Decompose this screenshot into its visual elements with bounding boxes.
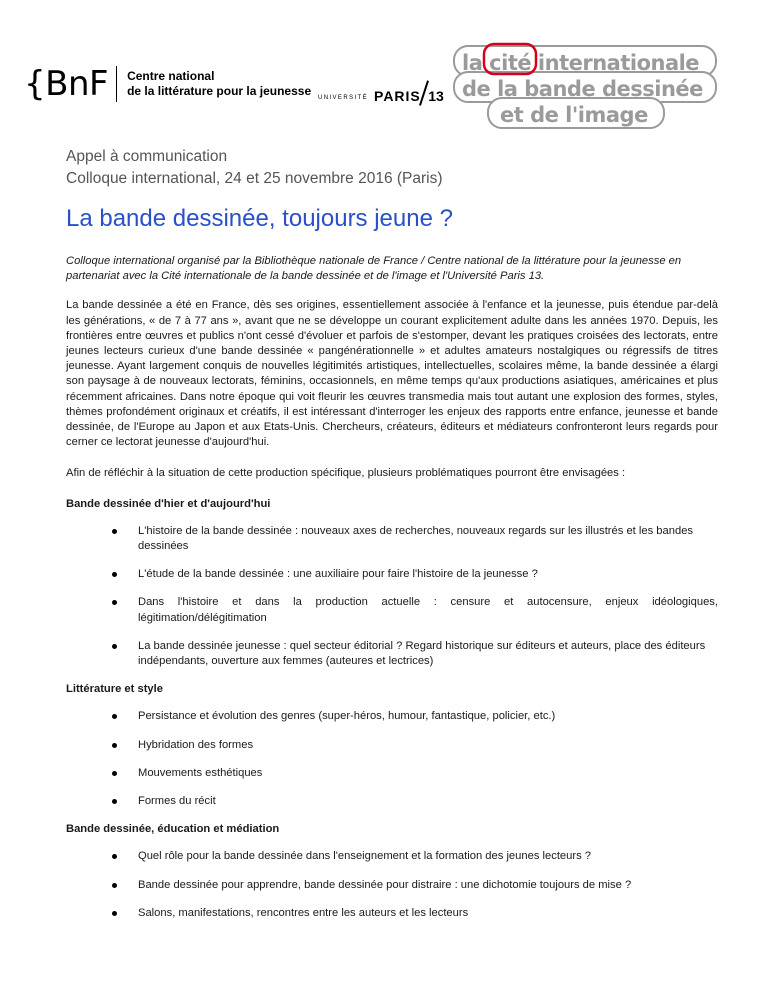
up13-number: 13 <box>428 88 444 104</box>
bullet-icon <box>112 529 117 534</box>
bullet-icon <box>112 743 117 748</box>
bullet-icon <box>112 644 117 649</box>
list-item: Formes du récit <box>66 794 718 809</box>
up13-name: PARIS <box>374 88 421 104</box>
bullet-icon <box>112 854 117 859</box>
page-title: La bande dessinée, toujours jeune ? <box>66 205 453 232</box>
bullet-list <box>66 709 718 809</box>
bullet-icon <box>112 714 117 719</box>
bnf-caption <box>127 69 311 99</box>
bullet-icon <box>112 883 117 888</box>
bnf-caption-line-2: de la littérature pour la jeunesse <box>127 84 312 98</box>
conference-dates: Colloque international, 24 et 25 novembre 2016 (Paris) <box>66 170 443 187</box>
up13-small-text: UNIVERSITÉ <box>318 95 369 101</box>
list-item: L'étude de la bande dessinée : une auxiliaire pour faire l'histoire de la jeunesse ? <box>66 567 718 582</box>
bnf-divider <box>116 66 117 102</box>
list-item: Bande dessinée pour apprendre, bande dessinée pour distraire : une dichotomie toujours de mise ? <box>66 878 718 893</box>
list-item: Persistance et évolution des genres (super-héros, humour, fantastique, policier, etc.) <box>66 709 718 724</box>
document-header <box>66 146 716 234</box>
intro-paragraph: Colloque international organisé par la Bibliothèque nationale de France / Centre national de la littérature pour la jeunesse en partenariat avec la Cité internationale de la bande dessinée et de l'image et l'Université Paris 13. <box>66 255 682 283</box>
bullet-icon <box>112 572 117 577</box>
call-for-papers-label: Appel à communication <box>66 148 228 165</box>
bullet-list <box>66 849 718 921</box>
bnf-caption-line-1: Centre national <box>127 69 215 83</box>
list-item: L'histoire de la bande dessinée : nouveaux axes de recherches, nouveaux regards sur les illustrés et les bandes dessinées <box>66 524 718 554</box>
bullet-icon <box>112 799 117 804</box>
list-item: Mouvements esthétiques <box>66 766 718 781</box>
list-item: Quel rôle pour la bande dessinée dans l'enseignement et la formation des jeunes lecteurs ? <box>66 849 718 864</box>
bnf-mark: {BnF <box>24 64 109 104</box>
bnf-logo <box>24 66 311 102</box>
list-item: Salons, manifestations, rencontres entre les auteurs et les lecteurs <box>66 906 718 921</box>
logo-bar <box>0 0 768 140</box>
cite-line-1: la cité internationale <box>462 51 700 75</box>
list-item: Dans l'histoire et dans la production actuelle : censure et autocensure, enjeux idéologiques, légitimation/délégitimation <box>66 595 718 625</box>
document-body <box>66 254 718 934</box>
section-title: Bande dessinée, éducation et médiation <box>66 823 280 836</box>
cite-line-3: et de l'image <box>500 103 648 127</box>
bullet-icon <box>112 911 117 916</box>
cite-bande-dessinee-logo <box>452 42 722 132</box>
lead-sentence: Afin de réfléchir à la situation de cette production spécifique, plusieurs problématiques pourront être envisagées : <box>66 467 626 480</box>
bullet-list <box>66 524 718 669</box>
context-paragraph: La bande dessinée a été en France, dès ses origines, essentiellement associée à l'enfance et la jeunesse, puis étendue par-delà les générations, « de 7 à 77 ans », avant que ne se développe un courant explicitement adulte dans les années 1970. Depuis, les frontières entre œuvres et publics n'ont cessé d'évoluer et parfois de s'estomper, devant les pratiques croisées des lectorats, entre jeunes lecteurs curieux d'une bande dessinée « pangénérationnelle » et adultes amateurs nostalgiques ou régressifs de titres jeunesse. Ayant largement conquis de nouvelles légitimités artistiques, intellectuelles, scolaires même, la bande dessinée a élargi son paysage à de nouveaux lectorats, féminins, occasionnels, en même temps qu'aux productions asiatiques, américaines et plus récemment africaines. Dans notre époque qui voit fleurir les œuvres transmedia mais tout autant une explosion des formes, styles, thèmes profondément originaux et créatifs, il est intéressant d'interroger les enjeux des rapports entre enfance, jeunesse et bande dessinée, de l'Europe au Japon et aux Etats-Unis. Chercheurs, créateurs, éditeurs et médiateurs confronteront leurs regards pour cerner ce lectorat jeunesse d'aujourd'hui. <box>66 299 718 449</box>
section-title: Bande dessinée d'hier et d'aujourd'hui <box>66 497 271 510</box>
bullet-icon <box>112 771 117 776</box>
list-item: La bande dessinée jeunesse : quel secteur éditorial ? Regard historique sur éditeurs et auteurs, place des éditeurs indépendants, ouverture aux femmes (auteures et lectrices) <box>66 639 718 669</box>
section-title: Littérature et style <box>66 683 163 696</box>
universite-paris-13-logo <box>318 80 444 104</box>
list-item: Hybridation des formes <box>66 738 718 753</box>
cite-line-2: de la bande dessinée <box>462 77 703 101</box>
bullet-icon <box>112 600 117 605</box>
